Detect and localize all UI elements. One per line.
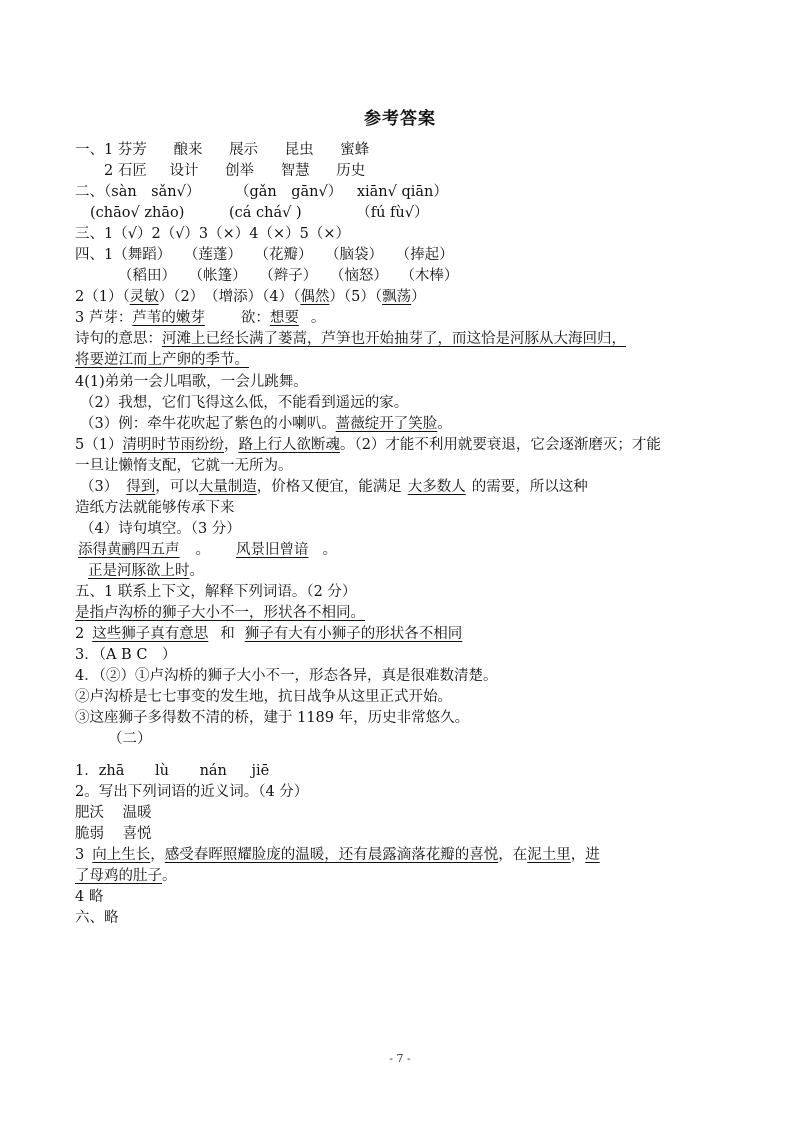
s4b-line-7: 造纸方法就能够传承下来 (75, 500, 235, 516)
s6-line-8: 六、略 (75, 910, 119, 926)
word: （帐篷） (188, 268, 247, 284)
word: （莲蓬） (183, 247, 242, 263)
word: 喜悦 (122, 826, 152, 842)
s5-line-7: ③这座狮子多得数不清的桥，建于 1189 年，历史非常悠久。 (75, 710, 470, 726)
pinyin-choice: xiān√ qiān） (356, 184, 448, 200)
s4b-line-3: （3）例：牵牛花吹起了紫色的小喇叭。蔷薇绽开了笑脸。 (80, 416, 452, 432)
s1-line-1 (75, 140, 369, 160)
answer-blank: 感受春晖照耀脸庞的温暖，还有晨露滴落花瓣的喜悦 (164, 847, 499, 863)
poem-meaning-line-1: 诗句的意思：河滩上已经长满了蒌蒿，芦笋也开始抽芽了，而这恰是河豚从大海回归， (75, 331, 626, 347)
answer-blank: 向上生长 (92, 847, 151, 863)
pinyin-choice: (chāo√ zhāo) (90, 205, 185, 221)
answer-blank: 了母鸡的肚子 (75, 868, 162, 884)
s4-line-4: 3 芦芽：芦苇的嫩芽 欲：想要 。 (75, 310, 326, 326)
pinyin: 1．zhā (75, 763, 125, 779)
pinyin-choice: （fú fù√） (356, 205, 429, 221)
pinyin: jiē (251, 763, 270, 779)
word: 温暖 (122, 805, 152, 821)
pinyin-choice: （gǎn gān√） (234, 184, 343, 200)
word: （恼怒） (329, 268, 388, 284)
s4-line-2 (118, 266, 458, 286)
pinyin-choice: 二、（sàn sǎn√） (75, 184, 201, 200)
answer-blank: 想要 (269, 310, 299, 326)
answer-blank: 正是河豚欲上时 (88, 563, 190, 579)
s4b-line-1: 4(1)弟弟一会儿唱歌，一会儿跳舞。 (75, 374, 308, 390)
s4b-line-9: 添得黄鹂四五声 。 风景旧曾谙 。 (78, 542, 337, 558)
word: （木棒） (400, 268, 459, 284)
answer-blank: 进 (585, 847, 600, 863)
s4b-line-6: （3） 得到，可以大量制造，价格又便宜，能满足 大多数人 的需要，所以这种 (80, 479, 588, 495)
word: 历史 (336, 163, 366, 179)
pinyin: lù (154, 763, 169, 779)
s4-line-3: 2（1）（灵敏）（2） （增添）（4）（偶然）（5）（飘荡） (75, 289, 426, 305)
answer-blank: 泥土里 (527, 847, 571, 863)
word: 设计 (169, 163, 199, 179)
poem-meaning-line-2 (75, 350, 249, 370)
answer-blank: 河滩上已经长满了蒌蒿，芦笋也开始抽芽了，而这恰是河豚从大海回归， (162, 331, 626, 347)
s4-line-1 (75, 245, 454, 265)
word: 酿来 (173, 142, 203, 158)
s6-line-2: 2。写出下列词语的近义词。（4 分） (75, 784, 309, 800)
word: 蜜蜂 (340, 142, 370, 158)
s4b-line-2: （2）我想，它们飞得这么低，不能看到遥远的家。 (80, 395, 409, 411)
answer-blank: 大量制造 (198, 479, 257, 495)
s4b-line-4: 5（1）清明时节雨纷纷，路上行人欲断魂。（2）才能不利用就要衰退，它会逐渐磨灭；才能 (75, 437, 661, 453)
s5-line-8: （二） (108, 731, 152, 747)
word: （脑袋） (325, 247, 384, 263)
word: （花瓣） (254, 247, 313, 263)
word: （辫子） (259, 268, 318, 284)
answer-blank: 飘荡 (382, 289, 412, 305)
pinyin: nán (199, 763, 227, 779)
word: （稻田） (118, 268, 176, 284)
answer-blank: 蔷薇绽开了笑脸 (335, 416, 438, 432)
s5-line-1: 五、1 联系上下文，解释下列词语。（2 分） (75, 584, 357, 600)
answer-blank: 添得黄鹂四五声 (78, 542, 180, 558)
s1-line-2 (104, 161, 365, 181)
word: 2 石匠 (104, 163, 147, 179)
pinyin-choice: (cá chá√ ) (228, 205, 302, 221)
answer-blank: 路上行人欲断魂 (238, 437, 340, 453)
s5-line-6: ②卢沟桥是七七事变的发生地，抗日战争从这里正式开始。 (75, 689, 452, 705)
s2-line-2 (90, 203, 429, 223)
s5-line-2 (75, 603, 365, 623)
word: 昆虫 (284, 142, 314, 158)
s4b-line-10: 正是河豚欲上时。 (88, 563, 204, 579)
s2-line-1 (75, 182, 448, 202)
s5-line-5: 4．（②）①卢沟桥的狮子大小不一，形态各异，真是很难数清楚。 (75, 668, 498, 684)
s6-line-1 (75, 761, 269, 781)
word: 四、1（舞蹈） (75, 247, 172, 263)
s6-line-4 (75, 824, 152, 844)
s5-line-3: 2 这些狮子真有意思 和 狮子有大有小狮子的形状各不相同 (75, 626, 463, 642)
s6-line-6: 了母鸡的肚子。 (75, 868, 177, 884)
word: 智慧 (280, 163, 310, 179)
answer-blank: 芦苇的嫩芽 (132, 310, 205, 326)
word: 脆弱 (75, 826, 104, 842)
answer-blank: 将要逆江而上产卵的季节。 (75, 352, 249, 368)
page-title: 参考答案 (364, 109, 436, 129)
word: 肥沃 (75, 805, 104, 821)
s5-line-4: 3．（A B C ） (75, 647, 177, 663)
s4b-line-5: 一旦让懒惰支配，它就一无所为。 (75, 458, 293, 474)
answer-blank: 清明时节雨纷纷 (122, 437, 224, 453)
answer-blank: 偶然 (300, 289, 330, 305)
answer-blank: 狮子有大有小狮子的形状各不相同 (244, 626, 463, 642)
answer-blank: 灵敏 (129, 289, 159, 305)
answer-blank: 这些狮子真有意思 (92, 626, 209, 642)
word: （捧起） (395, 247, 454, 263)
s6-line-5: 3 向上生长，感受春晖照耀脸庞的温暖，还有晨露滴落花瓣的喜悦，在泥土里，进 (75, 847, 600, 863)
answer-blank: 是指卢沟桥的狮子大小不一，形状各不相同。 (75, 605, 365, 621)
answer-blank: 大多数人 (407, 479, 466, 495)
s3-line: 三、1（√）2（√）3（×）4（×）5（×） (75, 226, 351, 242)
s6-line-3 (75, 803, 152, 823)
s6-line-7: 4 略 (75, 889, 104, 905)
answer-blank: 得到 (126, 479, 156, 495)
answer-blank: 风景旧曾谙 (236, 542, 309, 558)
word: 一、1 芬芳 (75, 142, 147, 158)
page-number: - 7 - (389, 1052, 411, 1065)
s4b-line-8: （4）诗句填空。（3 分） (80, 521, 241, 537)
word: 展示 (229, 142, 259, 158)
word: 创举 (225, 163, 255, 179)
